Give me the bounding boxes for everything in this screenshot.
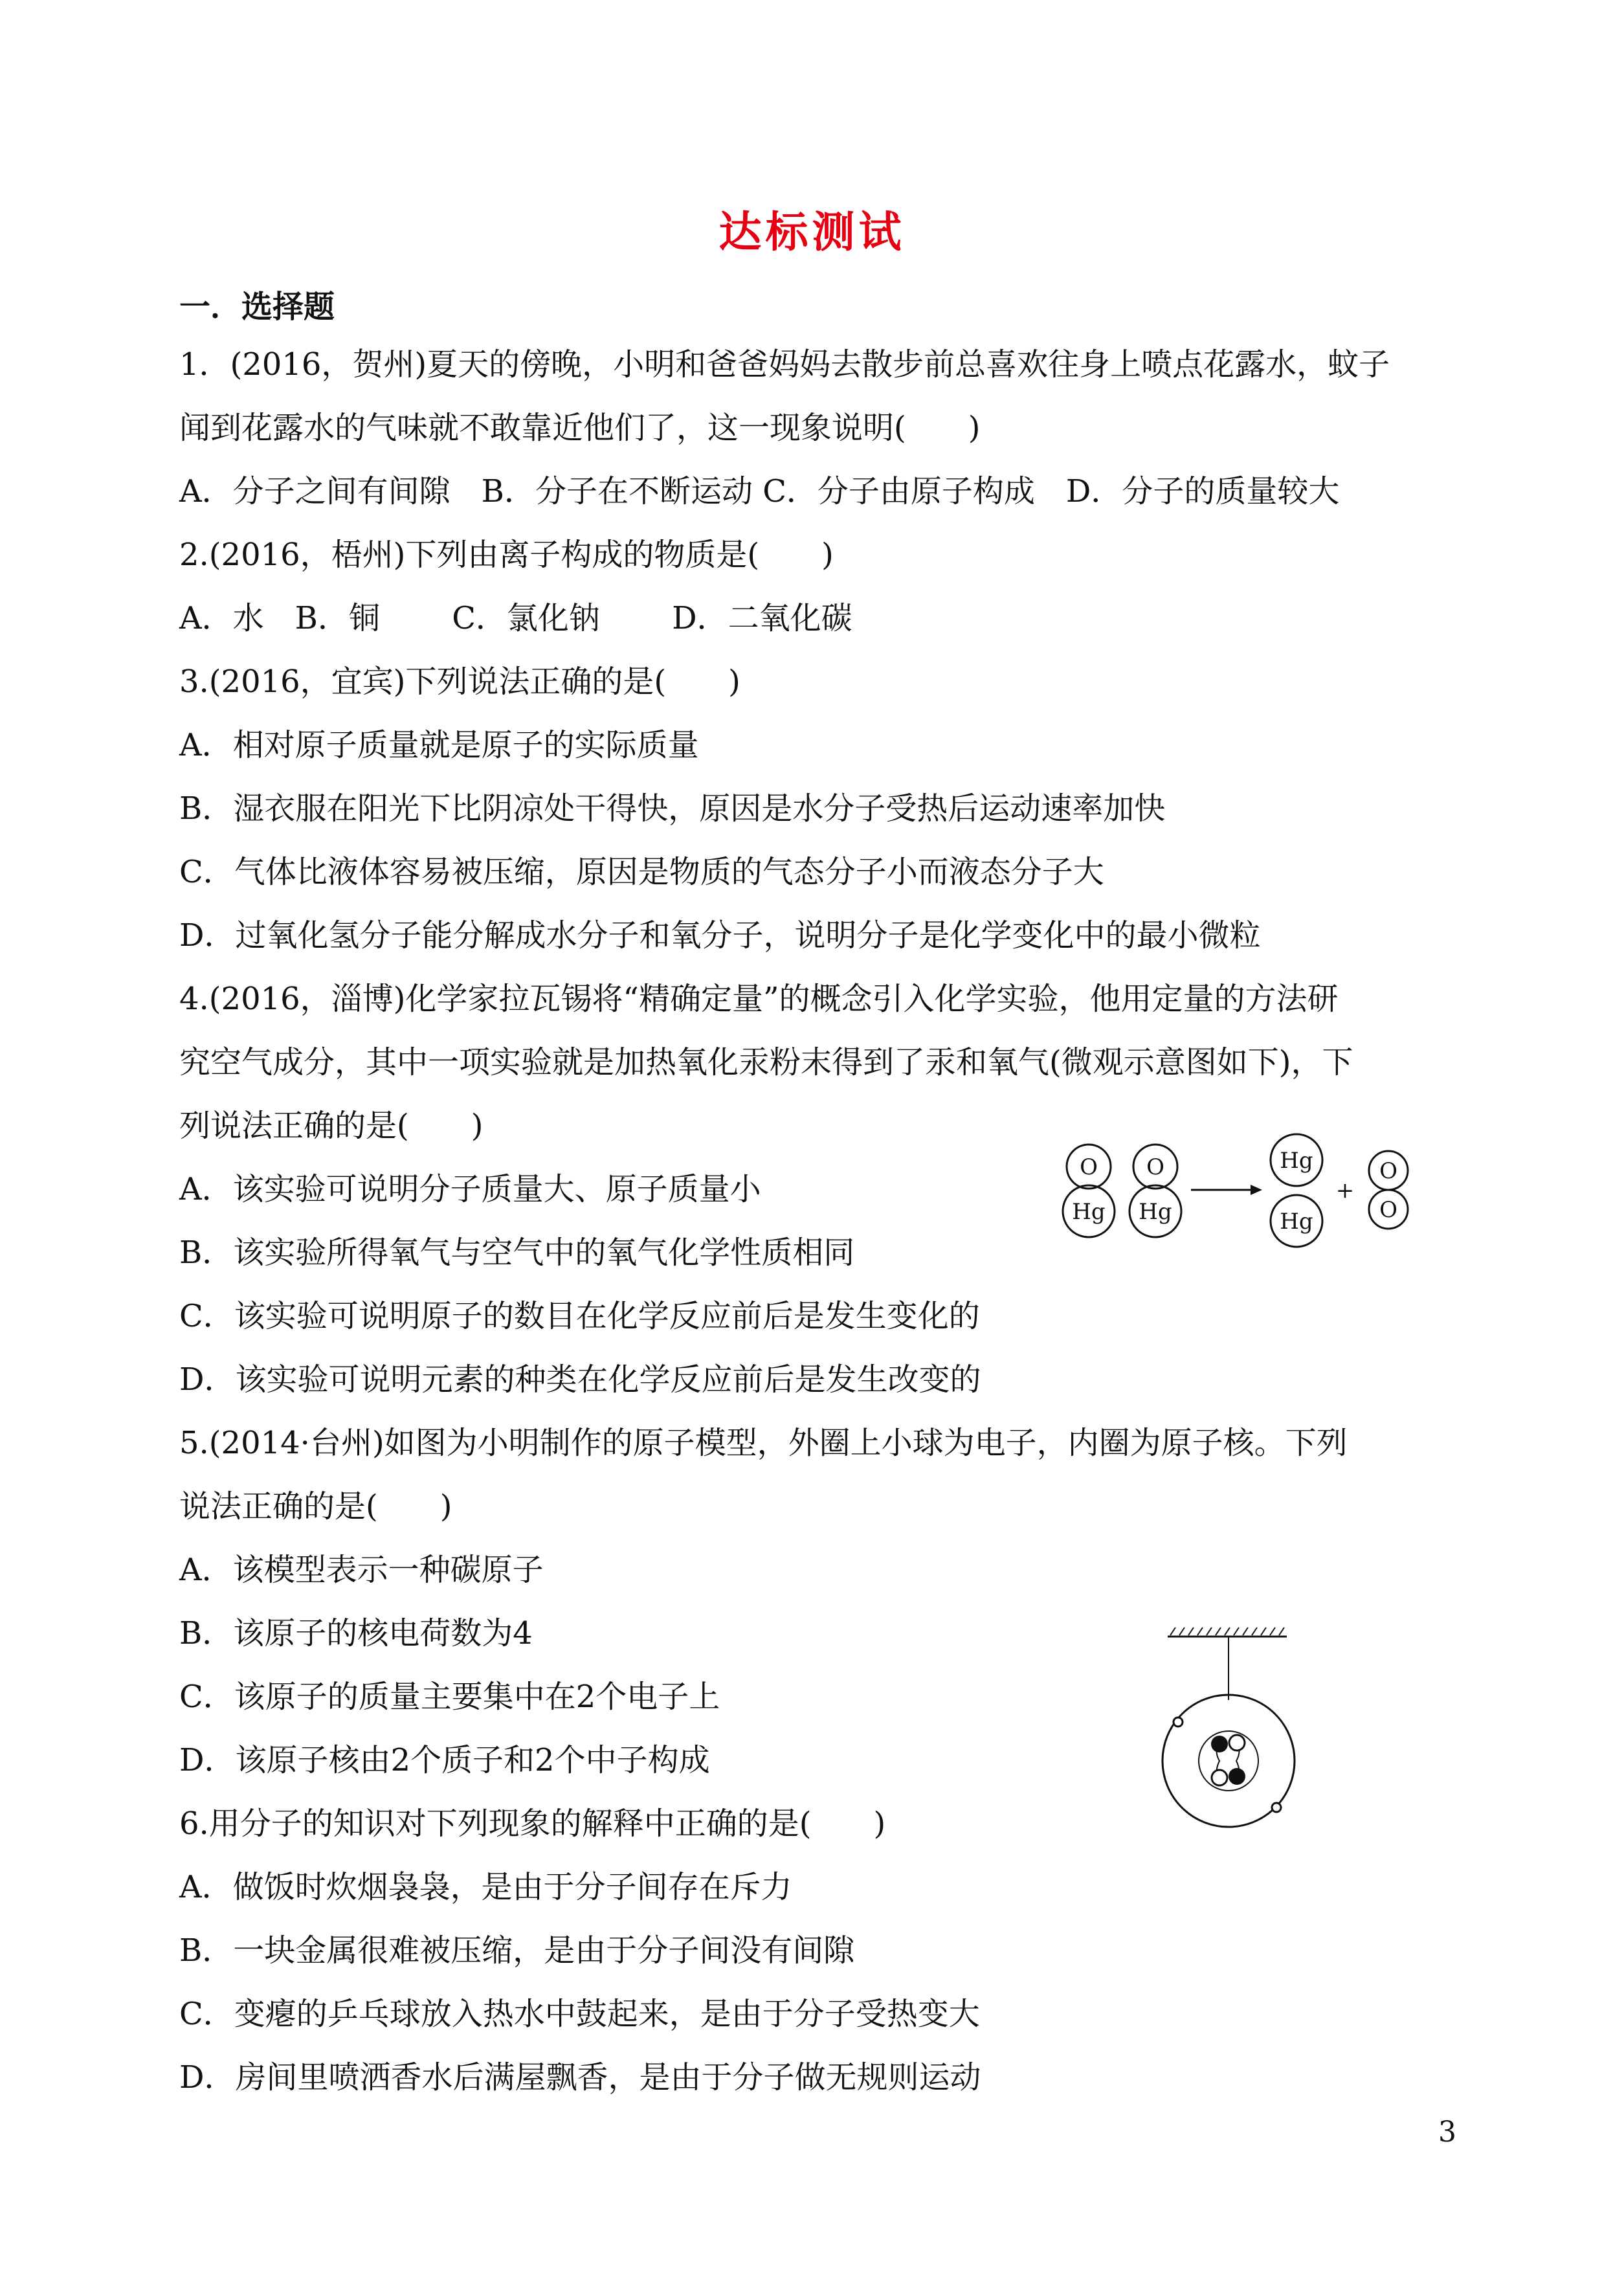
q1-options: A．分子之间有间隙 B．分子在不断运动 C．分子由原子构成 D．分子的质量较大 xyxy=(179,473,1340,509)
q3-option-a: A．相对原子质量就是原子的实际质量 xyxy=(179,727,699,763)
plus-sign: + xyxy=(1335,1178,1355,1203)
page-number: 3 xyxy=(1438,2116,1456,2149)
nucleus-particle-dark-1 xyxy=(1211,1736,1228,1752)
nucleus-particle-light-1 xyxy=(1229,1735,1245,1751)
atom-model-figure xyxy=(1152,1625,1314,1851)
electron-2 xyxy=(1272,1803,1281,1812)
q1-line-2: 闻到花露水的气味就不敢靠近他们了，这一现象说明( ) xyxy=(179,410,981,446)
q6-option-d: D．房间里喷洒香水后满屋飘香，是由于分子做无规则运动 xyxy=(179,2059,981,2096)
electron-1 xyxy=(1174,1717,1183,1727)
q6-stem: 6.用分子的知识对下列现象的解释中正确的是( ) xyxy=(179,1806,886,1842)
q4-line-2: 究空气成分，其中一项实验就是加热氧化汞粉末得到了汞和氧气(微观示意图如下)，下 xyxy=(179,1044,1353,1080)
q6-option-b: B．一块金属很难被压缩，是由于分子间没有间隙 xyxy=(179,1932,855,1969)
q5-option-b: B．该原子的核电荷数为4 xyxy=(179,1615,533,1651)
section-heading: 一．选择题 xyxy=(179,289,335,325)
q1-line-1: 1．(2016，贺州)夏天的傍晚，小明和爸爸妈妈去散步前总喜欢往身上喷点花露水，蚊子 xyxy=(179,346,1390,383)
reactant-hg-label-1: Hg xyxy=(1072,1199,1106,1225)
reactant-hg-label-2: Hg xyxy=(1139,1199,1172,1225)
q6-option-c: C．变瘪的乒乓球放入热水中鼓起来，是由于分子受热变大 xyxy=(179,1996,980,2032)
q3-option-d: D．过氧化氢分子能分解成水分子和氧分子，说明分子是化学变化中的最小微粒 xyxy=(179,917,1261,954)
q2-options: A．水 B．铜 C．氯化钠 D．二氧化碳 xyxy=(179,600,852,636)
ceiling-hatch xyxy=(1170,1627,1284,1635)
q4-option-b: B．该实验所得氧气与空气中的氧气化学性质相同 xyxy=(179,1235,855,1271)
q3-option-c: C．气体比液体容易被压缩，原因是物质的气态分子小而液态分子大 xyxy=(179,854,1104,890)
nucleus-particle-light-2 xyxy=(1212,1770,1227,1785)
product-hg-label-2: Hg xyxy=(1280,1209,1313,1235)
q5-option-a: A．该模型表示一种碳原子 xyxy=(179,1552,544,1588)
nucleus-ring xyxy=(1199,1731,1258,1791)
q3-stem: 3.(2016，宜宾)下列说法正确的是( ) xyxy=(179,664,740,700)
q4-line-3: 列说法正确的是( ) xyxy=(179,1108,484,1144)
q6-option-a: A．做饭时炊烟袅袅，是由于分子间存在斥力 xyxy=(179,1869,792,1905)
q4-option-a: A．该实验可说明分子质量大、原子质量小 xyxy=(179,1171,761,1207)
q3-option-b: B．湿衣服在阳光下比阴凉处干得快，原因是水分子受热后运动速率加快 xyxy=(179,790,1166,827)
q5-line-2: 说法正确的是( ) xyxy=(179,1488,452,1525)
q2-stem: 2.(2016，梧州)下列由离子构成的物质是( ) xyxy=(179,537,834,573)
reaction-diagram xyxy=(1049,1126,1437,1275)
q5-option-c: C．该原子的质量主要集中在2个电子上 xyxy=(179,1679,720,1715)
product-o-label-1: O xyxy=(1379,1158,1397,1184)
page-title: 达标测试 xyxy=(718,207,906,257)
q4-line-1: 4.(2016，淄博)化学家拉瓦锡将“精确定量”的概念引入化学实验，他用定量的方法研 xyxy=(179,981,1339,1017)
product-o-label-2: O xyxy=(1379,1197,1397,1223)
q4-option-c: C．该实验可说明原子的数目在化学反应前后是发生变化的 xyxy=(179,1298,980,1334)
q5-option-d: D．该原子核由2个质子和2个中子构成 xyxy=(179,1742,710,1778)
reactant-o-label-2: O xyxy=(1146,1154,1164,1180)
q5-line-1: 5.(2014·台州)如图为小明制作的原子模型，外圈上小球为电子，内圈为原子核。下列 xyxy=(179,1425,1348,1461)
product-hg-label-1: Hg xyxy=(1280,1148,1313,1174)
nucleus-particle-dark-2 xyxy=(1229,1768,1245,1785)
reactant-o-label-1: O xyxy=(1080,1154,1098,1180)
q4-option-d: D．该实验可说明元素的种类在化学反应前后是发生改变的 xyxy=(179,1361,981,1398)
